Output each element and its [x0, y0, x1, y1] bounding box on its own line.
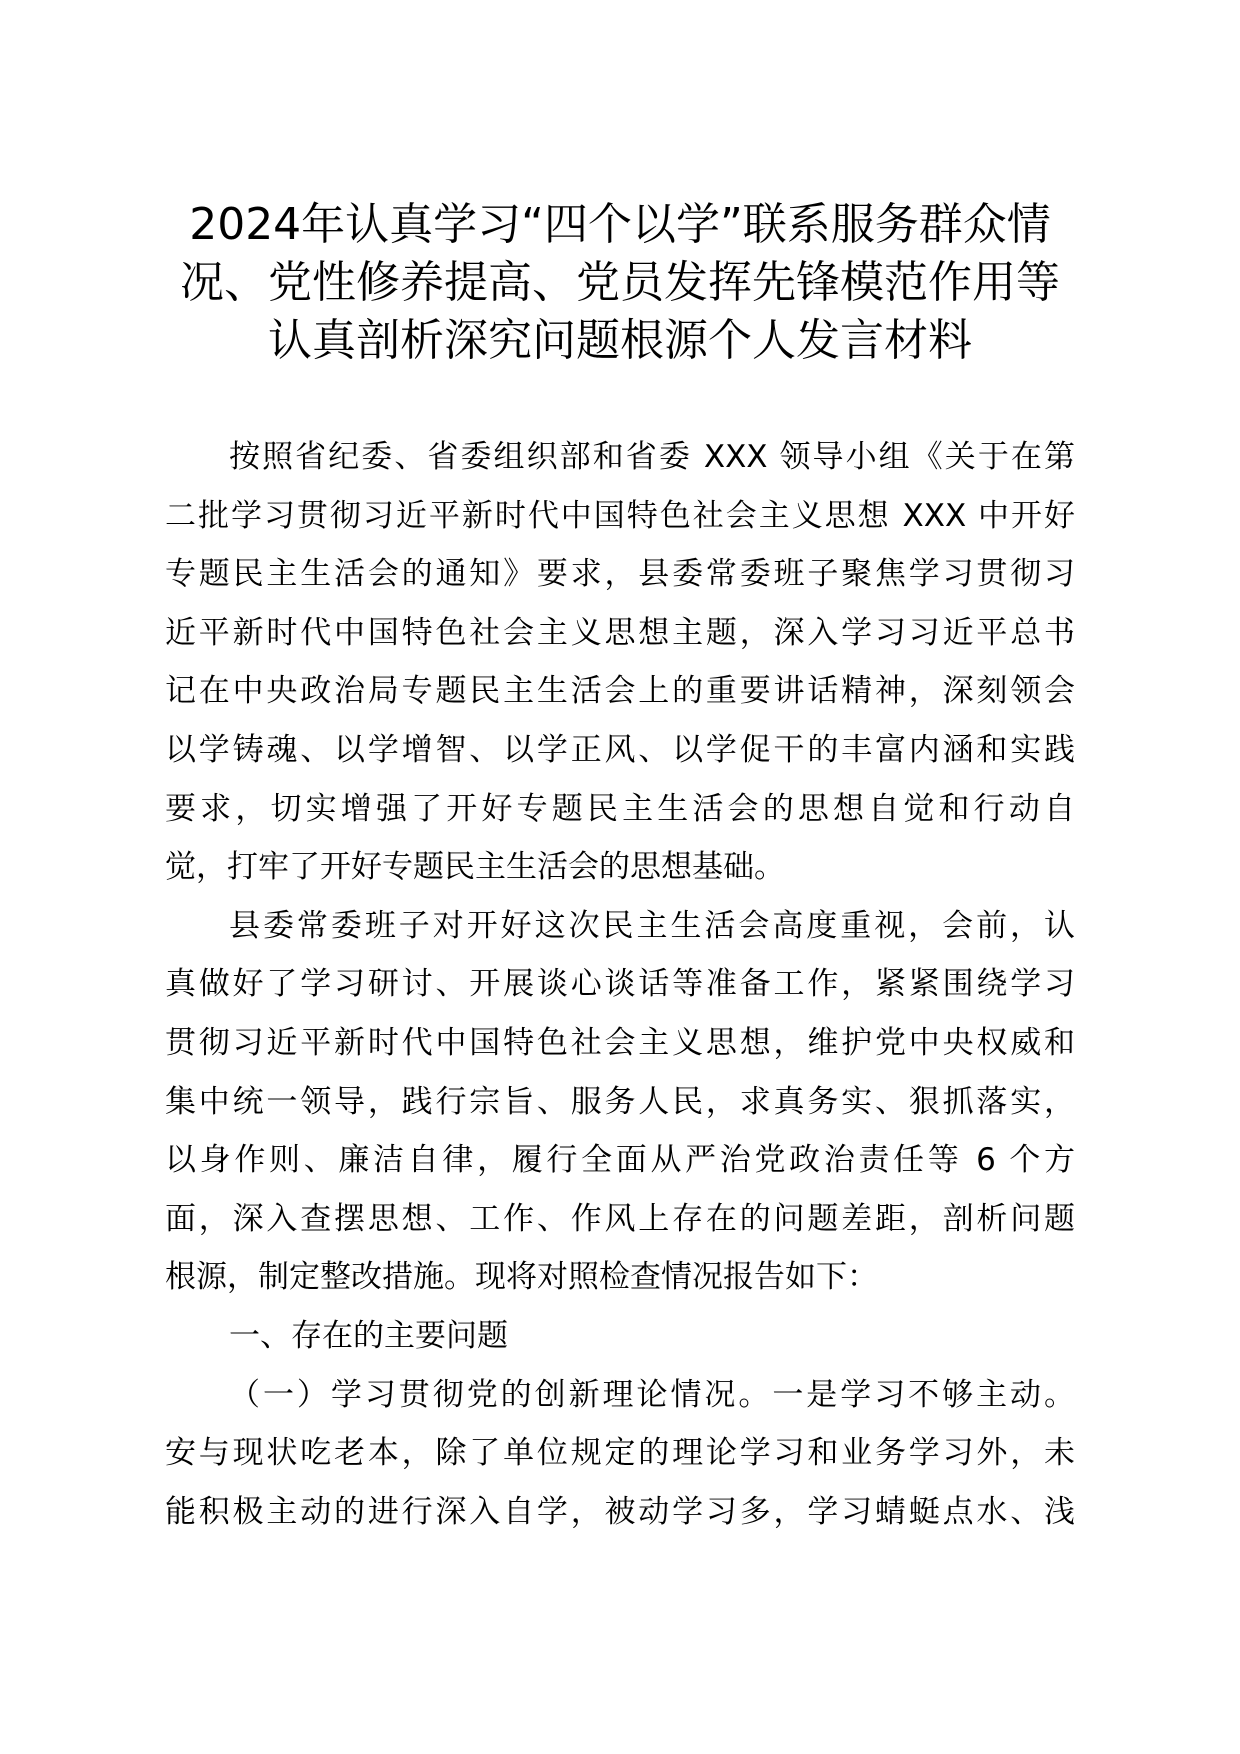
title-line: 认真剖析深究问题根源个人发言材料	[268, 315, 972, 366]
document-body	[165, 428, 1075, 1541]
paragraph-line: 专题民主生活会的通知》要求，县委常委班子聚焦学习贯彻习	[165, 556, 1075, 593]
title-line: 况、党性修养提高、党员发挥先锋模范作用等	[180, 257, 1060, 308]
paragraph-preparation	[165, 897, 1075, 1307]
paragraph-line: 贯彻习近平新时代中国特色社会主义思想，维护党中央权威和	[165, 1024, 1075, 1061]
paragraph-line: 二批学习贯彻习近平新时代中国特色社会主义思想 XXX 中开好	[165, 497, 1075, 534]
paragraph-line: 县委常委班子对开好这次民主生活会高度重视，会前，认	[229, 907, 1075, 944]
paragraph-line: 集中统一领导，践行宗旨、服务人民，求真务实、狠抓落实，	[165, 1083, 1075, 1120]
paragraph-line: （一）学习贯彻党的创新理论情况。一是学习不够主动。	[229, 1376, 1075, 1413]
paragraph-intro	[165, 428, 1075, 897]
paragraph-line: 以身作则、廉洁自律，履行全面从严治党政治责任等 6 个方	[165, 1142, 1075, 1179]
paragraph-line: 觉，打牢了开好专题民主生活会的思想基础。	[165, 849, 785, 886]
paragraph-line: 以学铸魂、以学增智、以学正风、以学促干的丰富内涵和实践	[165, 731, 1075, 768]
title-line: 2024年认真学习“四个以学”联系服务群众情	[189, 199, 1051, 250]
paragraph-line: 安与现状吃老本，除了单位规定的理论学习和业务学习外，未	[165, 1435, 1075, 1472]
paragraph-line: 真做好了学习研讨、开展谈心谈话等准备工作，紧紧围绕学习	[165, 966, 1075, 1003]
paragraph-line: 要求，切实增强了开好专题民主生活会的思想自觉和行动自	[165, 790, 1075, 827]
paragraph-line: 近平新时代中国特色社会主义思想主题，深入学习习近平总书	[165, 614, 1075, 651]
section-heading	[165, 1307, 1075, 1366]
paragraph-line: 按照省纪委、省委组织部和省委 XXX 领导小组《关于在第	[229, 439, 1075, 475]
document-title	[150, 196, 1090, 370]
paragraph-line: 能积极主动的进行深入自学，被动学习多，学习蜻蜓点水、浅	[165, 1493, 1075, 1530]
paragraph-line: 根源，制定整改措施。现将对照检查情况报告如下：	[165, 1259, 878, 1296]
paragraph-line: 面，深入查摆思想、工作、作风上存在的问题差距，剖析问题	[165, 1200, 1075, 1237]
paragraph-line: 记在中央政治局专题民主生活会上的重要讲话精神，深刻领会	[165, 673, 1075, 710]
paragraph-problem-one	[165, 1366, 1075, 1542]
section-heading-text: 一、存在的主要问题	[229, 1317, 508, 1354]
